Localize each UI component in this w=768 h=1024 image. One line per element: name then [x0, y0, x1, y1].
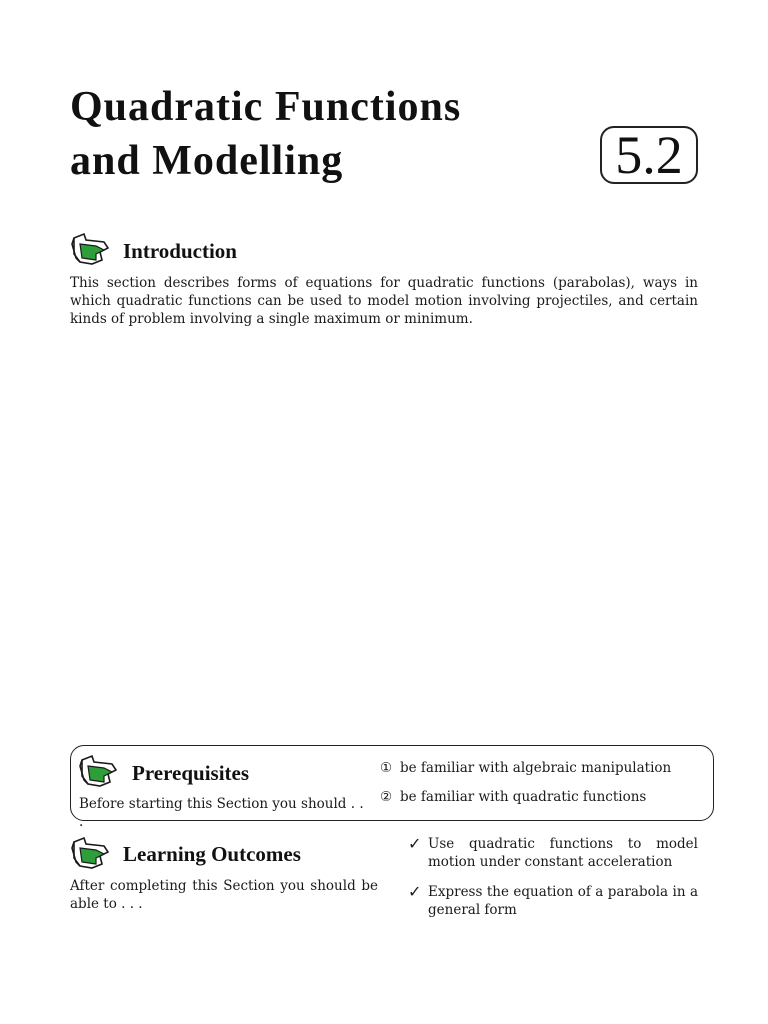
section-number-badge: 5.2: [600, 126, 698, 184]
pointing-hand-icon: [70, 836, 110, 872]
learning-outcome-text: Use quadratic functions to model motion under constant acceleration: [428, 836, 698, 870]
prerequisite-item-text: be familiar with algebraic manipulation: [400, 760, 672, 776]
pointing-hand-icon: [78, 754, 118, 790]
introduction-heading: Introduction: [123, 239, 237, 263]
learning-outcome-text: Express the equation of a parabola in a general form: [428, 884, 698, 918]
check-icon: ✓: [408, 834, 422, 853]
check-icon: ✓: [408, 882, 422, 901]
learning-outcomes-lead: After completing this Section you should be able to . . .: [70, 878, 378, 912]
title-line-1: Quadratic Functions: [70, 84, 462, 130]
circled-number-marker: ①: [380, 760, 393, 776]
prerequisite-item: [380, 788, 700, 806]
introduction-text: This section describes forms of equations for quadratic functions (parabolas), ways in which quadratic functions can be used to model motion involving projectiles, and certain kinds of problem involving a single maximum or minimum.: [70, 275, 698, 327]
learning-outcome-item: [408, 883, 698, 919]
page-title: [70, 80, 461, 188]
circled-number-marker: ②: [380, 789, 393, 805]
learning-outcome-item: [408, 835, 698, 871]
prerequisite-item-text: be familiar with quadratic functions: [400, 789, 647, 805]
title-line-2: and Modelling: [70, 138, 344, 184]
pointing-hand-icon: [70, 232, 110, 268]
prerequisite-item: [380, 759, 700, 777]
prerequisites-heading: Prerequisites: [132, 761, 250, 785]
prerequisites-lead: Before starting this Section you should . . .: [79, 796, 364, 830]
learning-outcomes-heading: Learning Outcomes: [123, 842, 301, 866]
